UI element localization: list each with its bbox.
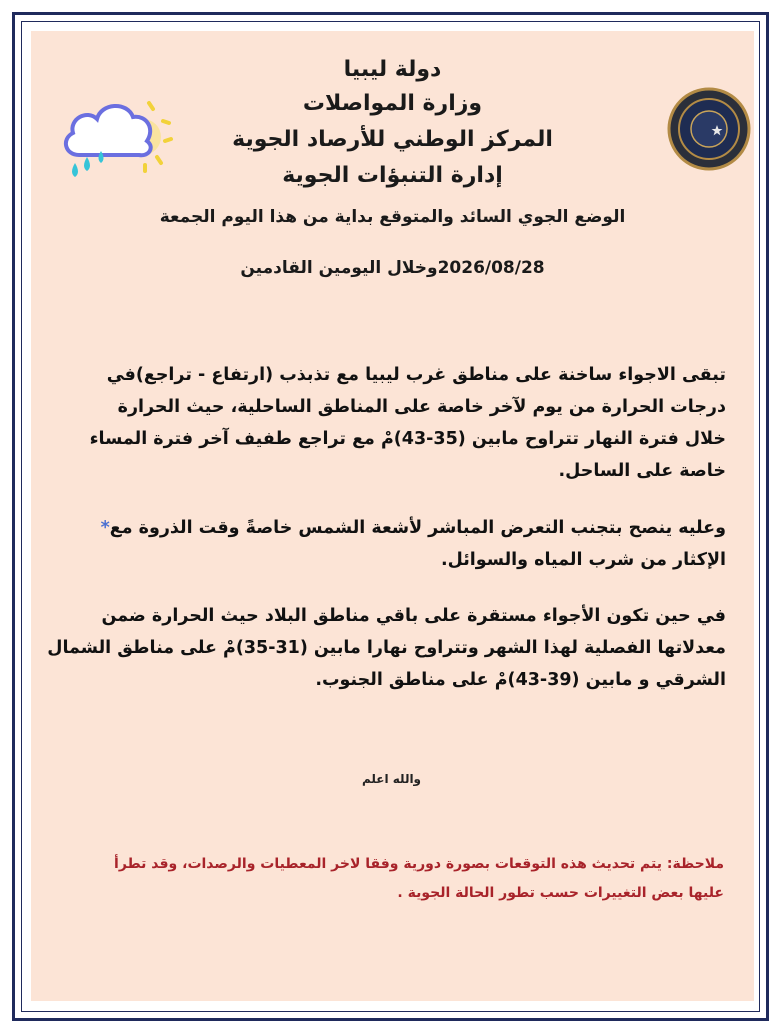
- paragraph-rest: [47, 600, 726, 696]
- paragraph-advice: [78, 512, 726, 576]
- paragraph-line: الإكثار من شرب المياه والسوائل.: [440, 550, 726, 570]
- subtitle-line-2: 2026/08/28وخلال اليومين القادمين: [240, 258, 545, 278]
- paragraph-line: درجات الحرارة من يوم لآخر خاصة على المناطق الساحلية، حيث الحرارة: [117, 397, 726, 417]
- closing-text: والله اعلم: [361, 772, 422, 786]
- advice-text: وعليه ينصح بتجنب التعرض المباشر لأشعة الشمس خاصةً وقت الذروة مع: [109, 518, 726, 538]
- header-ministry: وزارة المواصلات: [302, 91, 483, 116]
- header-center: المركز الوطني للأرصاد الجوية: [232, 127, 553, 152]
- subtitle-line-1: الوضع الجوي السائد والمتوقع بداية من هذا اليوم الجمعة: [159, 207, 626, 227]
- paragraph-west: [78, 359, 726, 487]
- paragraph-line: في حين تكون الأجواء مستقرة على باقي مناطق البلاد حيث الحرارة ضمن: [101, 606, 726, 626]
- header-country: دولة ليبيا: [343, 57, 442, 82]
- paragraph-line: [78, 512, 726, 544]
- paragraph-line: الشرقي و مابين (39-43)مْ على مناطق الجنوب.: [315, 670, 726, 690]
- paragraph-line: تبقى الاجواء ساخنة على مناطق غرب ليبيا مع تذبذب (ارتفاع - تراجع)في: [106, 365, 726, 385]
- header-department: إدارة التنبؤات الجوية: [282, 163, 503, 188]
- paragraph-line: معدلاتها الفصلية لهذا الشهر وتتراوح نهارا مابين (31-35)مْ على مناطق الشمال: [47, 638, 726, 658]
- note-line: ملاحظة: يتم تحديث هذه التوقعات بصورة دورية وفقا لاخر المعطيات والرصدات، وقد تطرأ: [114, 856, 724, 872]
- note-line: عليها بعض التغييرات حسب تطور الحالة الجوية .: [397, 885, 724, 901]
- paragraph-line: خلال فترة النهار تتراوح مابين (35-43)مْ مع تراجع طفيف آخر فترة المساء: [89, 429, 726, 449]
- paragraph-line: خاصة على الساحل.: [558, 461, 726, 481]
- update-note: [60, 850, 724, 908]
- asterisk-marker: *: [100, 518, 110, 538]
